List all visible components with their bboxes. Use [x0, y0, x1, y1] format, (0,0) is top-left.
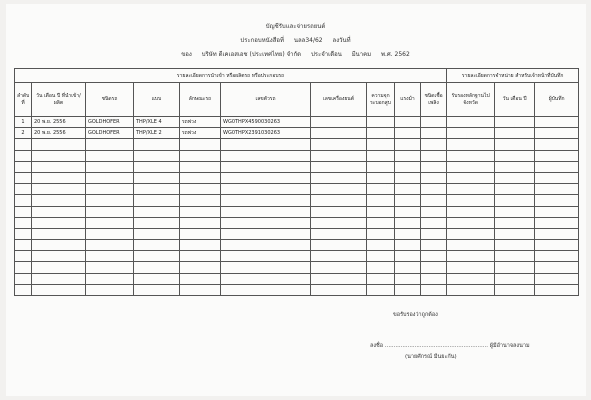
- table-cell: [311, 184, 367, 195]
- table-cell: [86, 206, 134, 217]
- table-cell: [134, 284, 180, 295]
- table-cell: [180, 206, 221, 217]
- table-cell: [535, 284, 579, 295]
- table-cell: [15, 150, 32, 161]
- table-cell: [421, 284, 447, 295]
- table-cell: [495, 150, 535, 161]
- certify-text: ขอรับรองว่าถูกต้อง: [393, 312, 438, 318]
- table-cell: GOLDHOFER: [86, 128, 134, 139]
- empty-table-row: [15, 284, 579, 295]
- table-cell: [535, 117, 579, 128]
- table-cell: [447, 240, 495, 251]
- table-cell: [495, 206, 535, 217]
- table-cell: [367, 128, 395, 139]
- table-cell: [495, 172, 535, 183]
- table-cell: [495, 262, 535, 273]
- table-cell: [15, 195, 32, 206]
- table-cell: [447, 139, 495, 150]
- table-cell: [395, 117, 421, 128]
- table-cell: [180, 251, 221, 262]
- table-cell: [367, 117, 395, 128]
- table-cell: [395, 262, 421, 273]
- table-cell: [311, 195, 367, 206]
- year-value: พ.ศ. 2562: [381, 51, 410, 58]
- table-cell: [32, 161, 86, 172]
- table-cell: [86, 161, 134, 172]
- company-line: [0, 49, 591, 59]
- table-cell: [421, 251, 447, 262]
- table-cell: THP/XLE 2: [134, 128, 180, 139]
- table-cell: [32, 251, 86, 262]
- table-cell: [395, 228, 421, 239]
- table-cell: [32, 228, 86, 239]
- table-cell: [221, 284, 311, 295]
- table-cell: [367, 273, 395, 284]
- table-cell: [367, 228, 395, 239]
- document-title: บัญชีรับและจ่ายรถยนต์: [265, 23, 326, 30]
- table-cell: [421, 240, 447, 251]
- table-cell: [134, 240, 180, 251]
- column-header: เลขเครื่องยนต์: [311, 83, 367, 117]
- table-cell: [86, 184, 134, 195]
- table-cell: [32, 240, 86, 251]
- table-cell: [535, 161, 579, 172]
- table-cell: [32, 273, 86, 284]
- table-cell: [32, 172, 86, 183]
- table-cell: [311, 251, 367, 262]
- table-row: [15, 128, 579, 139]
- table-cell: [395, 184, 421, 195]
- table-cell: [180, 262, 221, 273]
- month-value: มีนาคม: [351, 51, 372, 58]
- table-cell: [86, 195, 134, 206]
- signature-label: ลงชื่อ: [370, 343, 384, 349]
- table-cell: [86, 228, 134, 239]
- empty-table-row: [15, 206, 579, 217]
- empty-table-row: [15, 217, 579, 228]
- table-cell: [180, 161, 221, 172]
- column-header: ลักษณะรถ: [180, 83, 221, 117]
- table-cell: [421, 117, 447, 128]
- table-cell: [134, 251, 180, 262]
- table-cell: [535, 150, 579, 161]
- table-cell: [447, 117, 495, 128]
- table-cell: [447, 284, 495, 295]
- table-cell: [535, 228, 579, 239]
- signatory-role: ผู้มีอำนาจลงนาม: [489, 343, 530, 349]
- table-cell: [311, 284, 367, 295]
- table-cell: [495, 251, 535, 262]
- table-cell: [180, 172, 221, 183]
- table-cell: [395, 172, 421, 183]
- table-cell: [311, 228, 367, 239]
- table-cell: [447, 251, 495, 262]
- table-cell: [535, 195, 579, 206]
- table-cell: [134, 184, 180, 195]
- table-cell: [32, 195, 86, 206]
- table-cell: [495, 184, 535, 195]
- empty-table-row: [15, 240, 579, 251]
- table-cell: [421, 150, 447, 161]
- table-cell: [86, 150, 134, 161]
- column-header: ชนิดเชื้อเพลิง: [421, 83, 447, 117]
- table-cell: [86, 284, 134, 295]
- company-name: บริษัท ดีเคเอสเอช (ประเทศไทย) จำกัด: [201, 51, 302, 58]
- column-header: ลำดับที่: [15, 83, 32, 117]
- month-label: ประจำเดือน: [311, 51, 342, 58]
- column-header: วัน เดือน ปี ที่นำเข้า/ผลิต: [32, 83, 86, 117]
- column-header: เลขตัวรถ: [221, 83, 311, 117]
- table-cell: [134, 217, 180, 228]
- empty-table-row: [15, 184, 579, 195]
- table-cell: [535, 273, 579, 284]
- table-cell: [86, 273, 134, 284]
- table-cell: [311, 206, 367, 217]
- table-cell: [221, 184, 311, 195]
- table-cell: [535, 128, 579, 139]
- table-cell: [395, 251, 421, 262]
- table-cell: THP/XLE 4: [134, 117, 180, 128]
- table-cell: [311, 172, 367, 183]
- table-cell: [86, 262, 134, 273]
- table-cell: [86, 172, 134, 183]
- table-cell: [180, 139, 221, 150]
- column-header: รับรองหลักฐานไปจังหวัด: [447, 83, 495, 117]
- table-cell: [367, 184, 395, 195]
- signatory-name: (นายศักรณ์ มีนยะกัน): [405, 354, 457, 360]
- table-cell: 20 พ.ย. 2556: [32, 117, 86, 128]
- column-header: ความจุกระบอกสูบ: [367, 83, 395, 117]
- table-cell: [134, 139, 180, 150]
- table-cell: [447, 195, 495, 206]
- table-cell: [421, 262, 447, 273]
- table-cell: [447, 150, 495, 161]
- empty-table-row: [15, 172, 579, 183]
- table-cell: [421, 228, 447, 239]
- table-cell: [495, 284, 535, 295]
- column-header: แบบ: [134, 83, 180, 117]
- table-cell: [421, 161, 447, 172]
- table-cell: [421, 273, 447, 284]
- table-cell: [134, 206, 180, 217]
- empty-table-row: [15, 161, 579, 172]
- table-cell: [535, 217, 579, 228]
- table-cell: [447, 184, 495, 195]
- column-header: วัน เดือน ปี: [495, 83, 535, 117]
- table-cell: [367, 172, 395, 183]
- group-import-details: รายละเอียดการนำเข้า หรือผลิตรถ หรือประกอบรถ: [15, 69, 447, 83]
- table-cell: 20 พ.ย. 2556: [32, 128, 86, 139]
- table-cell: [395, 195, 421, 206]
- table-cell: [134, 150, 180, 161]
- table-cell: GOLDHOFER: [86, 117, 134, 128]
- table-cell: [367, 251, 395, 262]
- table-cell: [311, 217, 367, 228]
- table-cell: [395, 161, 421, 172]
- group-sale-details: รายละเอียดการจำหน่าย สำหรับเจ้าหน้าที่บันทึก: [447, 69, 579, 83]
- table-cell: [447, 228, 495, 239]
- table-cell: 1: [15, 117, 32, 128]
- table-cell: [395, 128, 421, 139]
- table-cell: [535, 251, 579, 262]
- reference-label: ประกอบหนังสือที่: [240, 37, 284, 44]
- table-cell: [447, 161, 495, 172]
- table-cell: [180, 228, 221, 239]
- table-cell: [367, 240, 395, 251]
- table-cell: [311, 117, 367, 128]
- table-cell: [395, 150, 421, 161]
- empty-table-row: [15, 139, 579, 150]
- table-cell: [495, 195, 535, 206]
- table-row: [15, 117, 579, 128]
- table-cell: [395, 284, 421, 295]
- table-cell: [15, 184, 32, 195]
- table-cell: [32, 217, 86, 228]
- empty-table-row: [15, 251, 579, 262]
- table-cell: [421, 172, 447, 183]
- signature-dots: ...........................................................: [384, 343, 488, 349]
- table-cell: [32, 206, 86, 217]
- table-cell: [367, 217, 395, 228]
- table-cell: [221, 217, 311, 228]
- table-cell: [395, 273, 421, 284]
- table-cell: [495, 240, 535, 251]
- reference-date-label: ลงวันที่: [332, 37, 351, 44]
- table-cell: [15, 206, 32, 217]
- table-cell: [421, 128, 447, 139]
- table-cell: [221, 195, 311, 206]
- table-cell: [221, 172, 311, 183]
- table-cell: [134, 262, 180, 273]
- table-cell: [495, 128, 535, 139]
- table-cell: [535, 172, 579, 183]
- column-header: ชนิดรถ: [86, 83, 134, 117]
- table-cell: [221, 240, 311, 251]
- column-header-row: [15, 83, 579, 117]
- table-cell: [180, 240, 221, 251]
- table-cell: [32, 139, 86, 150]
- table-cell: [311, 240, 367, 251]
- table-cell: [535, 139, 579, 150]
- table-cell: [367, 150, 395, 161]
- table-cell: [495, 117, 535, 128]
- table-cell: [367, 262, 395, 273]
- table-cell: [134, 161, 180, 172]
- table-cell: [86, 240, 134, 251]
- table-cell: [395, 206, 421, 217]
- empty-table-row: [15, 228, 579, 239]
- table-cell: [134, 273, 180, 284]
- table-cell: [180, 284, 221, 295]
- reference-line: [0, 35, 591, 45]
- table-cell: [180, 184, 221, 195]
- table-cell: [221, 262, 311, 273]
- vehicle-register-table: [14, 68, 579, 296]
- table-cell: [421, 195, 447, 206]
- table-cell: [15, 240, 32, 251]
- group-header-row: [15, 69, 579, 83]
- table-cell: [395, 217, 421, 228]
- table-cell: [447, 172, 495, 183]
- table-cell: [221, 161, 311, 172]
- table-cell: [421, 217, 447, 228]
- table-cell: [134, 228, 180, 239]
- table-cell: [15, 139, 32, 150]
- table-cell: [15, 284, 32, 295]
- table-cell: [221, 273, 311, 284]
- empty-table-row: [15, 273, 579, 284]
- table-cell: [447, 128, 495, 139]
- table-cell: [535, 262, 579, 273]
- table-cell: รถพ่วง: [180, 128, 221, 139]
- empty-table-row: [15, 150, 579, 161]
- table-cell: [32, 284, 86, 295]
- table-cell: [221, 251, 311, 262]
- table-cell: [535, 240, 579, 251]
- table-cell: [311, 139, 367, 150]
- table-cell: [395, 139, 421, 150]
- table-cell: [421, 139, 447, 150]
- table-cell: 2: [15, 128, 32, 139]
- table-cell: [134, 172, 180, 183]
- table-cell: [311, 161, 367, 172]
- table-cell: [180, 217, 221, 228]
- table-cell: [311, 150, 367, 161]
- table-cell: [15, 262, 32, 273]
- column-header: ผู้บันทึก: [535, 83, 579, 117]
- table-cell: [311, 128, 367, 139]
- table-cell: [221, 228, 311, 239]
- table-cell: WG0THPX4590030263: [221, 117, 311, 128]
- table-cell: [447, 217, 495, 228]
- table-cell: [32, 262, 86, 273]
- table-cell: [311, 273, 367, 284]
- table-cell: [86, 251, 134, 262]
- table-cell: [367, 284, 395, 295]
- table-cell: [367, 195, 395, 206]
- table-cell: [180, 150, 221, 161]
- table-cell: [311, 262, 367, 273]
- table-cell: [447, 262, 495, 273]
- table-cell: [447, 273, 495, 284]
- table-cell: [221, 139, 311, 150]
- table-cell: [495, 139, 535, 150]
- empty-table-row: [15, 262, 579, 273]
- table-cell: [421, 184, 447, 195]
- table-cell: [134, 195, 180, 206]
- table-cell: [86, 217, 134, 228]
- table-cell: [221, 150, 311, 161]
- table-cell: [15, 251, 32, 262]
- table-cell: [32, 184, 86, 195]
- table-cell: [495, 161, 535, 172]
- table-cell: [15, 172, 32, 183]
- table-cell: [395, 240, 421, 251]
- table-cell: [221, 206, 311, 217]
- table-cell: [535, 206, 579, 217]
- table-cell: [495, 228, 535, 239]
- table-cell: [32, 150, 86, 161]
- table-cell: รถพ่วง: [180, 117, 221, 128]
- table-cell: [367, 161, 395, 172]
- signature-line: [370, 342, 530, 350]
- table-cell: [367, 206, 395, 217]
- table-cell: [15, 217, 32, 228]
- table-cell: WG0THPX2391030263: [221, 128, 311, 139]
- empty-table-row: [15, 195, 579, 206]
- column-header: แรงม้า: [395, 83, 421, 117]
- table-cell: [180, 195, 221, 206]
- table-cell: [15, 228, 32, 239]
- table-cell: [15, 161, 32, 172]
- table-cell: [535, 184, 579, 195]
- table-cell: [367, 139, 395, 150]
- table-cell: [495, 217, 535, 228]
- table-cell: [180, 273, 221, 284]
- table-cell: [447, 206, 495, 217]
- reference-number: นลล34/62: [293, 37, 323, 44]
- owner-label: ของ: [181, 51, 192, 58]
- table-cell: [495, 273, 535, 284]
- table-cell: [86, 139, 134, 150]
- table-cell: [421, 206, 447, 217]
- table-cell: [15, 273, 32, 284]
